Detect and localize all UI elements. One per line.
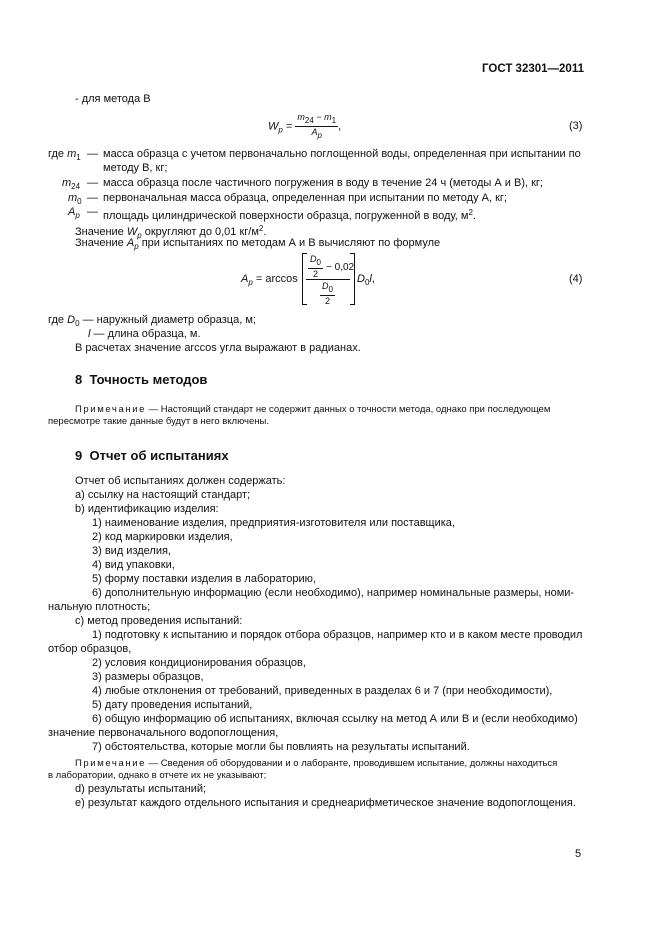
calc-line bbox=[75, 237, 440, 253]
eq4-func: arccos bbox=[265, 273, 298, 285]
list-item: 1) подготовку к испытанию и порядок отбора образцов, например кто и в каком месте проводил bbox=[92, 629, 583, 641]
eq3-num-b-sub: 1 bbox=[331, 116, 337, 125]
section-8-heading bbox=[75, 373, 207, 386]
standard-header: ГОСТ 32301—2011 bbox=[482, 63, 584, 75]
equation-4-number: (4) bbox=[569, 273, 583, 285]
section-9-title: Отчет об испытаниях bbox=[89, 448, 229, 463]
eq4-lhs-sub: p bbox=[248, 278, 253, 287]
eq4-lhs-var: A bbox=[241, 273, 249, 285]
equation-3 bbox=[268, 112, 341, 141]
eq4-lower bbox=[320, 281, 335, 307]
eq4-lhs bbox=[241, 273, 298, 289]
def-var: D bbox=[67, 314, 76, 326]
def-var: A bbox=[68, 206, 76, 218]
def-dash: — bbox=[93, 328, 105, 340]
list-item: 2) код маркировки изделия, bbox=[92, 531, 233, 543]
round-sup: 2 bbox=[258, 224, 264, 233]
round-sub: p bbox=[137, 231, 142, 240]
round-a: Значение bbox=[75, 226, 127, 238]
section-8-note-cont: пересмотре такие данные будут в него включены. bbox=[48, 416, 269, 427]
page-number: 5 bbox=[575, 848, 582, 860]
definition-ap-dash: — bbox=[87, 206, 98, 218]
list-item: c) метод проведения испытаний: bbox=[75, 615, 243, 627]
eq3-minus: − bbox=[316, 112, 322, 122]
round-var: W bbox=[126, 226, 138, 238]
list-item: a) ссылку на настоящий стандарт; bbox=[75, 489, 251, 501]
list-item: 4) вид упаковки, bbox=[92, 559, 175, 571]
def-var: l bbox=[88, 328, 91, 340]
definition-m24-dash: — bbox=[87, 177, 98, 189]
definition-m1-text: масса образца с учетом первоначально поглощенной воды, определенная при испытании по bbox=[103, 148, 581, 160]
eq4-upper-frac bbox=[308, 254, 323, 280]
eq4-tail-l: l bbox=[369, 273, 372, 285]
definition-m0-text: первоначальная масса образца, определенная при испытании по методу А, кг; bbox=[103, 192, 507, 204]
list-item: Отчет об испытаниях должен содержать: bbox=[75, 475, 286, 487]
list-item: 5) дату проведения испытаний, bbox=[92, 699, 253, 711]
eq4-bot-den: 2 bbox=[324, 296, 330, 306]
round-b: округляют до 0,01 кг/м bbox=[141, 226, 259, 238]
calc-a: Значение bbox=[75, 237, 127, 249]
list-item: d) результаты испытаний; bbox=[75, 783, 207, 795]
def-sub: p bbox=[75, 211, 80, 220]
eq4-top-num-sub: 0 bbox=[316, 258, 321, 267]
list-item: 6) дополнительную информацию (если необходимо), например номинальные размеры, номи- bbox=[92, 587, 575, 599]
def-text: длина образца, м. bbox=[107, 328, 201, 340]
def-prefix: где bbox=[48, 148, 68, 160]
list-item: e) результат каждого отдельного испытания и среднеарифметическое значение водопоглощения. bbox=[75, 797, 576, 809]
eq3-num-a: m bbox=[297, 112, 305, 122]
def-var: m bbox=[62, 177, 72, 189]
eq4-main-bar bbox=[306, 279, 350, 280]
eq4-lower-frac bbox=[320, 281, 335, 307]
list-item: нальную плотность; bbox=[48, 601, 151, 613]
eq4-bot-num-sub: 0 bbox=[328, 285, 333, 294]
eq3-fraction bbox=[295, 112, 338, 141]
note-line-1: — Настоящий стандарт не содержит данных о точности метода, однако при последующем bbox=[148, 404, 551, 415]
eq4-bot-num: D bbox=[322, 281, 329, 291]
eq3-den: A bbox=[311, 127, 318, 137]
definition-m1 bbox=[48, 148, 81, 164]
list-item: 3) размеры образцов, bbox=[92, 671, 204, 683]
eq4-tail-var: D bbox=[357, 273, 365, 285]
list-item: 7) обстоятельства, которые могли бы повлиять на результаты испытаний. bbox=[92, 741, 470, 753]
list-item: 2) условия кондиционирования образцов, bbox=[92, 657, 306, 669]
round-c: . bbox=[263, 226, 267, 238]
def-sub: 0 bbox=[75, 319, 80, 328]
def-sub: 24 bbox=[71, 182, 81, 191]
note-label: Примечание bbox=[75, 758, 146, 769]
definition-m24 bbox=[62, 177, 80, 193]
eq3-trail: , bbox=[338, 120, 342, 133]
eq4-minus-val: − 0,02 bbox=[326, 261, 355, 273]
method-b-intro: - для метода В bbox=[75, 93, 151, 105]
section-9-heading bbox=[75, 449, 229, 462]
def-sup: 2 bbox=[468, 208, 473, 217]
eq3-den-sub: p bbox=[317, 131, 322, 140]
def-end: . bbox=[472, 210, 476, 222]
def-prefix: где bbox=[48, 314, 68, 326]
eq3-equals: = bbox=[285, 120, 293, 133]
eq3-num-a-sub: 24 bbox=[304, 116, 314, 125]
definition-m24-text: масса образца после частичного погружения в воду в течение 24 ч (методы А и В), кг; bbox=[103, 177, 543, 189]
list-item: 6) общую информацию об испытаниях, включая ссылку на метод А или В и (если необходимо) bbox=[92, 713, 578, 725]
eq3-num-b: m bbox=[324, 112, 332, 122]
list-item: b) идентификацию изделия: bbox=[75, 503, 219, 515]
list-item: 1) наименование изделия, предприятия-изготовителя или поставщика, bbox=[92, 517, 455, 529]
definition-ap bbox=[68, 206, 80, 222]
section-9-note-cont: в лаборатории, однако в отчете их не указывают; bbox=[48, 770, 267, 781]
list-item: отбор образцов, bbox=[48, 643, 132, 655]
calc-sub: p bbox=[134, 242, 139, 251]
eq4-top-den: 2 bbox=[312, 269, 318, 279]
note-label: Примечание bbox=[75, 404, 146, 415]
def-text: наружный диаметр образца, м; bbox=[96, 314, 256, 326]
radians-line: В расчетах значение arccos угла выражают в радианах. bbox=[75, 342, 361, 354]
def-dash: — bbox=[82, 314, 94, 326]
list-item: 5) форму поставки изделия в лабораторию, bbox=[92, 573, 316, 585]
def-var: m bbox=[67, 148, 77, 160]
section-9-number: 9 bbox=[75, 448, 83, 463]
section-8-title: Точность методов bbox=[89, 372, 208, 387]
eq3-lhs-sub: p bbox=[278, 125, 283, 135]
definition-m1-cont: методу В, кг; bbox=[103, 162, 168, 174]
calc-b: при испытаниях по методам А и В вычисляют по формуле bbox=[138, 237, 441, 249]
def-sub: 0 bbox=[77, 197, 82, 206]
list-item: значение первоначального водопоглощения, bbox=[48, 727, 279, 739]
list-item: 3) вид изделия, bbox=[92, 545, 171, 557]
def-sub: 1 bbox=[76, 153, 81, 162]
eq4-tail-sub: 0 bbox=[364, 278, 370, 287]
eq4-top-num: D bbox=[310, 254, 317, 264]
definition-m1-dash: — bbox=[87, 148, 98, 160]
eq4-equals: = bbox=[255, 273, 263, 285]
list-item: 4) любые отклонения от требований, приведенных в разделах 6 и 7 (при необходимости), bbox=[92, 685, 553, 697]
def-var: m bbox=[68, 192, 78, 204]
equation-3-number: (3) bbox=[569, 120, 583, 132]
eq4-trail: , bbox=[371, 273, 375, 285]
eq3-lhs-var: W bbox=[268, 120, 279, 133]
section-8-number: 8 bbox=[75, 372, 83, 387]
eq4-upper bbox=[308, 254, 354, 280]
definition-l bbox=[88, 328, 201, 341]
definition-m0-dash: — bbox=[87, 192, 98, 204]
definition-ap-text bbox=[103, 206, 476, 223]
def-text: площадь цилиндрической поверхности образца, погруженной в воду, м bbox=[103, 210, 469, 222]
note-line-1: — Сведения об оборудовании и о лаборанте, проводившем испытание, должны находиться bbox=[148, 758, 558, 769]
eq4-tail bbox=[357, 273, 375, 289]
calc-var: A bbox=[126, 237, 135, 249]
